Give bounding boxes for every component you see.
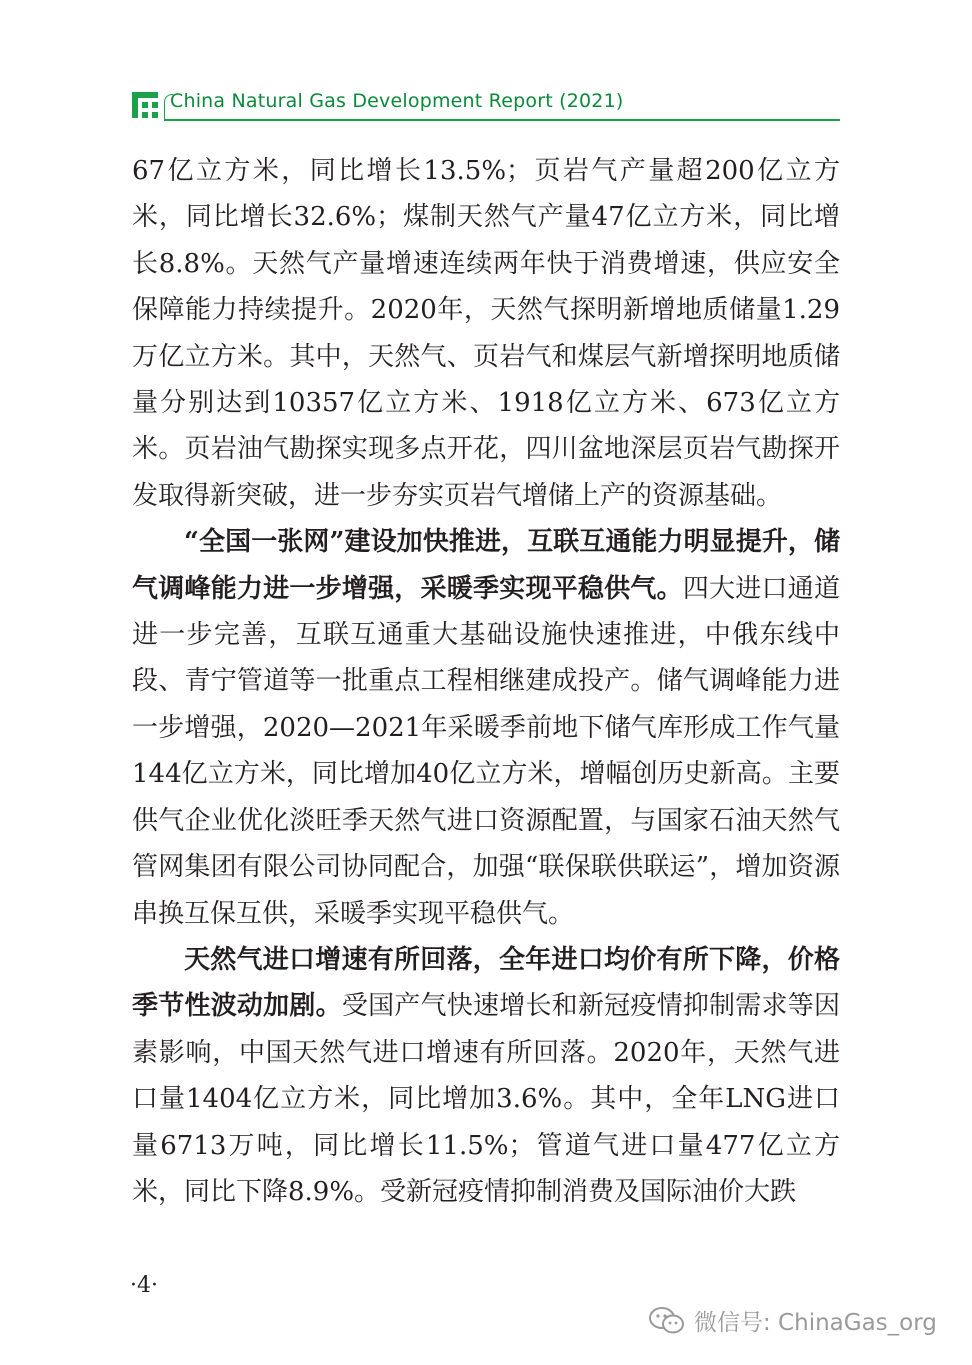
watermark-text: 微信号: ChinaGas_org xyxy=(694,1310,937,1336)
header-rule xyxy=(164,119,840,121)
paragraph-2-text: 四大进口通道进一步完善，互联互通重大基础设施快速推进，中俄东线中段、青宁管道等一批重点工程相继建成投产。储气调峰能力进一步增强，2020—2021年采暖季前地下储气库形成工作气量144亿立方米，同比增加40亿立方米，增幅创历史新高。主要供气企业优化淡旺季天然气进口资源配置，与国家石油天然气管网集团有限公司协同配合，加强“联保联供联运”，增加资源串换互保互供，采暖季实现平稳供气。 xyxy=(132,573,840,929)
report-logo-icon xyxy=(132,92,158,118)
paragraph-3 xyxy=(132,937,840,1215)
paragraph-2-heading: “全国一张网”建设加快推进，互联互通能力明显提升，储气调峰能力进一步增强，采暖季实现平稳供气。 xyxy=(132,527,840,604)
paragraph-1: 67亿立方米，同比增长13.5%；页岩气产量超200亿立方米，同比增长32.6%；煤制天然气产量47亿立方米，同比增长8.8%。天然气产量增速连续两年快于消费增速，供应安全保障能力持续提升。2020年，天然气探明新增地质储量1.29万亿立方米。其中，天然气、页岩气和煤层气新增探明地质储量分别达到10357亿立方米、1918亿立方米、673亿立方米。页岩油气勘探实现多点开花，四川盆地深层页岩气勘探开发取得新突破，进一步夯实页岩气增储上产的资源基础。 xyxy=(132,156,840,511)
main-text xyxy=(132,148,840,1215)
header-title: China Natural Gas Development Report (2021) xyxy=(170,90,624,112)
paragraph-2 xyxy=(132,519,840,937)
page-number: ·4· xyxy=(130,1273,158,1298)
wechat-icon xyxy=(648,1306,686,1342)
paragraph-3-heading: 天然气进口增速有所回落，全年进口均价有所下降，价格季节性波动加剧。 xyxy=(132,944,840,1022)
running-header xyxy=(132,88,840,122)
watermark xyxy=(648,1304,937,1336)
paragraph-3-text: 受国产气快速增长和新冠疫情抑制需求等因素影响，中国天然气进口增速有所回落。2020年，天然气进口量1404亿立方米，同比增加3.6%。其中，全年LNG进口量6713万吨，同比增长11.5%；管道气进口量477亿立方米，同比下降8.9%。受新冠疫情抑制消费及国际油价大跌 xyxy=(132,991,840,1207)
